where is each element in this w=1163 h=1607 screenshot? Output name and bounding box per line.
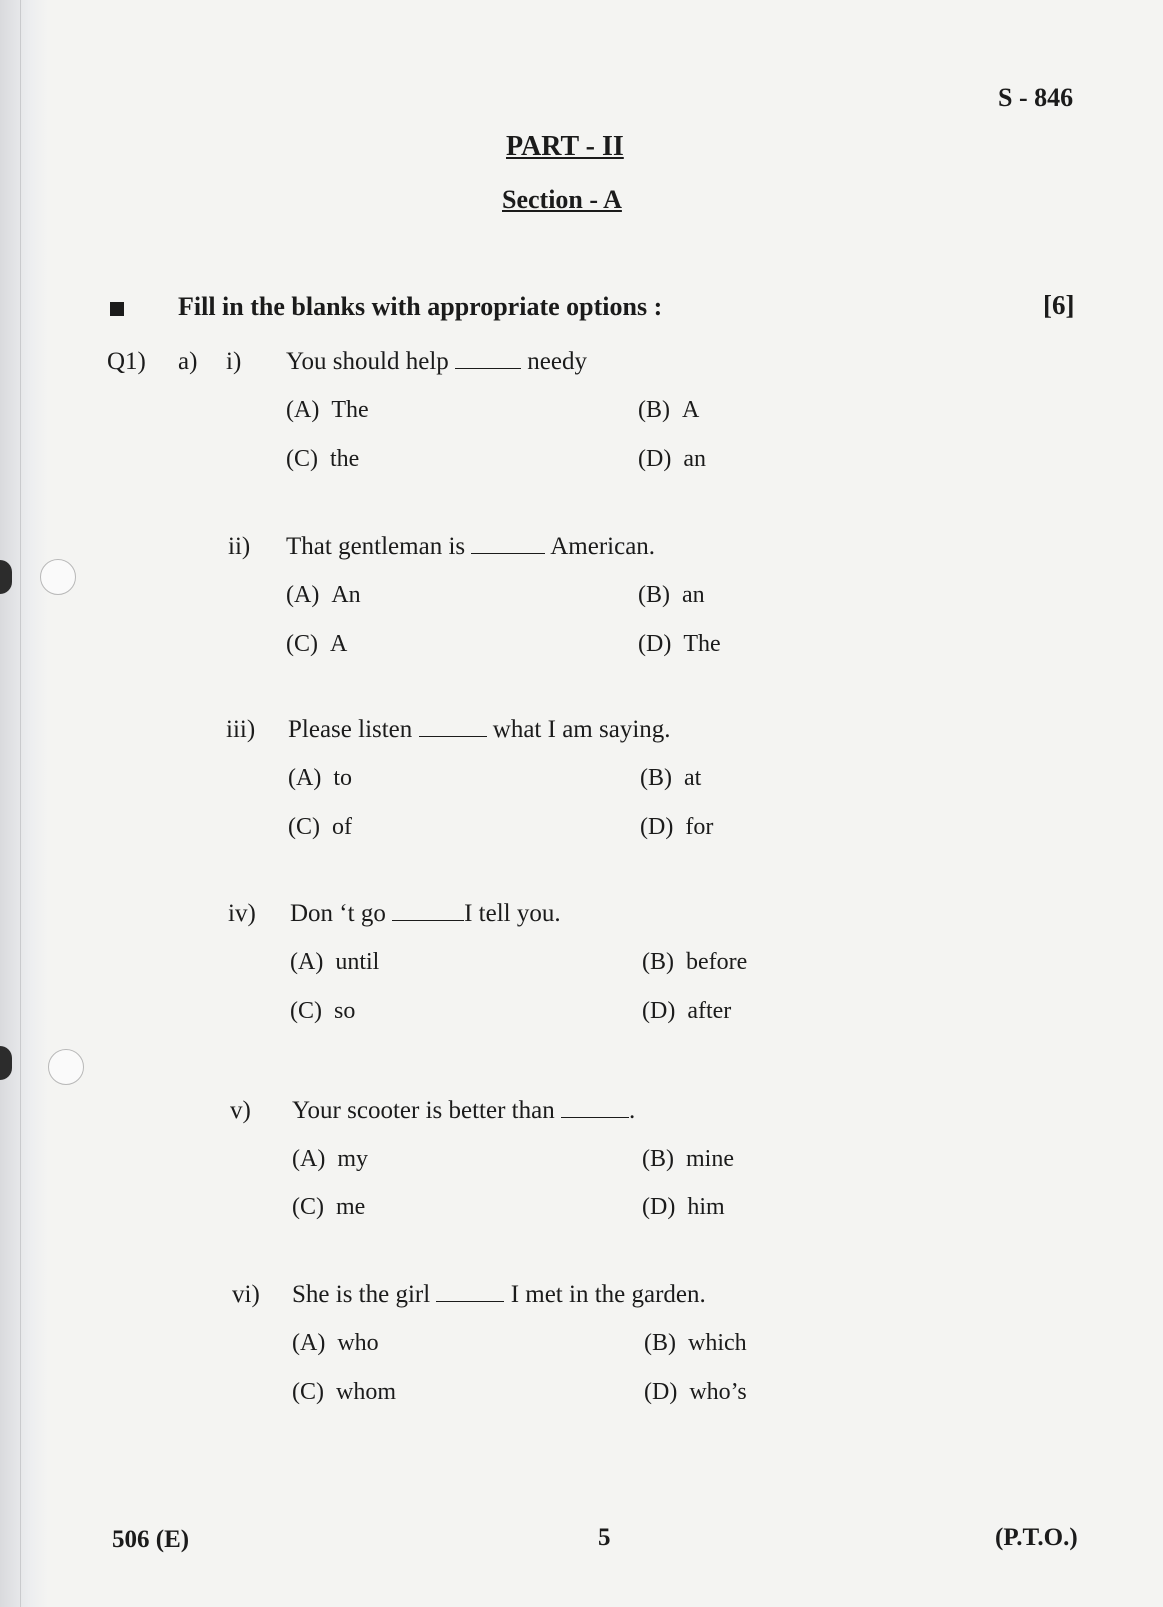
item-number: v) xyxy=(230,1097,251,1124)
page-edge-shading xyxy=(0,0,48,1607)
option-c: (C) whom xyxy=(292,1379,396,1405)
sentence-before: That gentleman is xyxy=(286,533,466,560)
answer-blank xyxy=(392,919,464,921)
paper-code: S - 846 xyxy=(998,83,1074,112)
item-number: ii) xyxy=(228,533,251,560)
item-sentence xyxy=(286,533,655,561)
instruction-marks: [6] xyxy=(1043,290,1075,320)
item-sentence xyxy=(286,348,587,376)
punch-hole-top xyxy=(40,559,76,595)
sentence-after: . xyxy=(628,1097,636,1124)
answer-blank xyxy=(419,735,487,737)
option-d: (D) The xyxy=(638,631,721,657)
item-number: iv) xyxy=(228,900,256,927)
option-a: (A) until xyxy=(290,949,380,975)
sentence-before: Don ‘t go xyxy=(290,900,386,927)
punch-hole-bottom xyxy=(48,1049,84,1085)
sentence-after: I tell you. xyxy=(464,900,561,927)
question-sub-label: a) xyxy=(178,348,198,375)
option-a: (A) The xyxy=(286,397,369,423)
sentence-before: You should help xyxy=(286,348,449,375)
option-c: (C) the xyxy=(286,446,360,472)
option-a: (A) An xyxy=(286,582,361,608)
option-d: (D) him xyxy=(642,1194,725,1220)
sentence-before: Your scooter is better than xyxy=(292,1097,555,1124)
option-a: (A) my xyxy=(292,1146,368,1172)
option-a: (A) to xyxy=(288,765,352,791)
item-sentence xyxy=(290,900,561,928)
option-d: (D) after xyxy=(642,998,732,1024)
item-sentence xyxy=(288,716,671,744)
option-d: (D) an xyxy=(638,446,706,472)
option-b: (B) an xyxy=(638,582,705,608)
sentence-after: I met in the garden. xyxy=(510,1281,706,1308)
answer-blank xyxy=(436,1300,504,1302)
option-c: (C) so xyxy=(290,998,356,1024)
item-number: vi) xyxy=(232,1281,260,1308)
pto-label: (P.T.O.) xyxy=(995,1524,1078,1551)
option-b: (B) A xyxy=(638,397,700,423)
answer-blank xyxy=(455,367,521,369)
option-b: (B) at xyxy=(640,765,702,791)
instruction-text: Fill in the blanks with appropriate options : xyxy=(178,292,663,321)
sentence-after: what I am saying. xyxy=(492,716,671,743)
page-number: 5 xyxy=(598,1524,611,1551)
item-number: i) xyxy=(226,348,242,375)
sentence-after: American. xyxy=(550,533,656,560)
question-number: Q1) xyxy=(107,348,146,375)
option-b: (B) mine xyxy=(642,1146,734,1172)
page-spine-line xyxy=(20,0,21,1607)
option-b: (B) which xyxy=(644,1330,747,1356)
part-title: PART - II xyxy=(506,131,624,162)
option-d: (D) for xyxy=(640,814,714,840)
bullet-square-icon xyxy=(110,302,124,316)
item-number: iii) xyxy=(226,716,256,743)
item-sentence xyxy=(292,1281,706,1309)
section-title: Section - A xyxy=(502,185,622,214)
option-c: (C) me xyxy=(292,1194,366,1220)
option-c: (C) of xyxy=(288,814,352,840)
option-c: (C) A xyxy=(286,631,348,657)
sentence-before: She is the girl xyxy=(292,1281,431,1308)
answer-blank xyxy=(561,1116,629,1118)
option-d: (D) who’s xyxy=(644,1379,747,1405)
option-b: (B) before xyxy=(642,949,748,975)
footer-code: 506 (E) xyxy=(112,1526,190,1553)
answer-blank xyxy=(471,552,545,554)
option-a: (A) who xyxy=(292,1330,379,1356)
sentence-after: needy xyxy=(527,348,587,375)
item-sentence xyxy=(292,1097,635,1125)
sentence-before: Please listen xyxy=(288,716,413,743)
